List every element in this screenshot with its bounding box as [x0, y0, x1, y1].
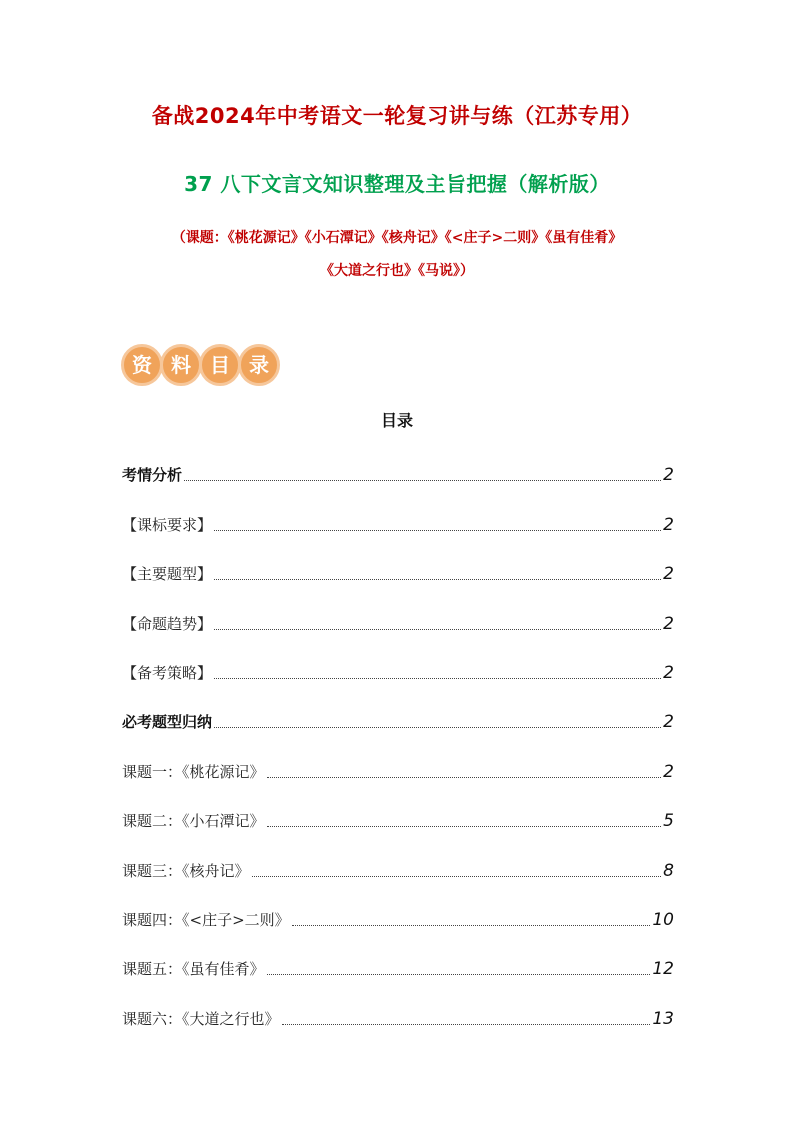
toc-leader-dots	[252, 875, 662, 877]
badge-circle-4	[240, 346, 279, 385]
badge-char-2: 料	[171, 353, 191, 377]
badge-char-1: 资	[132, 353, 152, 377]
toc-leader-dots	[267, 973, 651, 975]
toc-entry[interactable]	[122, 991, 674, 1040]
toc-leader-dots	[267, 776, 662, 778]
toc-entry-label: 【命题趋势】	[122, 614, 213, 633]
toc-entry-label: 必考题型归纳	[122, 713, 213, 732]
toc-entry[interactable]	[122, 497, 674, 546]
toc-leader-dots	[184, 479, 661, 481]
toc-entry-page: 2	[663, 564, 674, 585]
lessons-note	[110, 222, 684, 288]
toc-entry[interactable]	[122, 695, 674, 744]
toc-entry[interactable]	[122, 596, 674, 645]
toc-entry-label: 【备考策略】	[122, 663, 213, 682]
toc-entry[interactable]	[122, 547, 674, 596]
toc-entry-label: 考情分析	[122, 466, 183, 485]
toc-entry-label: 【课标要求】	[122, 515, 213, 534]
badge-char-3: 目	[210, 353, 230, 377]
toc-entry-page: 2	[663, 712, 674, 733]
toc-entry-label: 【主要题型】	[122, 565, 213, 584]
toc-entry-page: 2	[663, 662, 674, 683]
toc-entry-page: 5	[663, 811, 674, 832]
toc-entry-page: 12	[652, 959, 674, 980]
toc-entry-label: 课题五：《虽有佳肴》	[122, 960, 265, 979]
toc-entry-page: 2	[663, 465, 674, 486]
toc-entry[interactable]	[122, 794, 674, 843]
materials-contents-badge	[120, 343, 280, 387]
toc-entry[interactable]	[122, 744, 674, 793]
toc-entry[interactable]	[122, 942, 674, 991]
badge-circle-2	[162, 346, 201, 385]
lessons-note-line-2: 《大道之行也》《马说》）	[320, 263, 474, 279]
toc-entry-label: 课题二：《小石潭记》	[122, 812, 265, 831]
toc-entry-page: 2	[663, 613, 674, 634]
toc-leader-dots	[267, 825, 662, 827]
toc-leader-dots	[214, 578, 661, 580]
toc-entry-page: 13	[652, 1008, 674, 1029]
toc-leader-dots	[214, 677, 661, 679]
lessons-note-line-1: （课题：《桃花源记》《小石潭记》《核舟记》《<庄子>二则》《虽有佳肴》	[171, 230, 623, 246]
toc-leader-dots	[214, 726, 661, 728]
toc-entry-page: 2	[663, 761, 674, 782]
toc-entry-label: 课题四：《<庄子>二则》	[122, 910, 290, 929]
toc-entry-page: 8	[663, 860, 674, 881]
toc-entry-label: 课题一：《桃花源记》	[122, 762, 265, 781]
toc-entry-page: 10	[652, 909, 674, 930]
toc-leader-dots	[214, 529, 661, 531]
document-title: 备战2024年中考语文一轮复习讲与练（江苏专用）	[151, 104, 643, 128]
toc-entry[interactable]	[122, 646, 674, 695]
toc-heading: 目录	[380, 411, 413, 430]
toc-entry[interactable]	[122, 843, 674, 892]
toc-entry-label: 课题六：《大道之行也》	[122, 1009, 280, 1028]
badge-circle-1	[123, 346, 162, 385]
document-subtitle: 37 八下文言文知识整理及主旨把握（解析版）	[184, 172, 610, 196]
toc-entry-label: 课题三：《核舟记》	[122, 861, 250, 880]
table-of-contents	[122, 448, 674, 1041]
toc-entry[interactable]	[122, 893, 674, 942]
toc-leader-dots	[282, 1023, 651, 1025]
badge-circle-3	[201, 346, 240, 385]
toc-entry[interactable]	[122, 448, 674, 497]
badge-char-4: 录	[249, 353, 269, 377]
toc-entry-page: 2	[663, 514, 674, 535]
toc-leader-dots	[292, 924, 651, 926]
toc-leader-dots	[214, 628, 661, 630]
